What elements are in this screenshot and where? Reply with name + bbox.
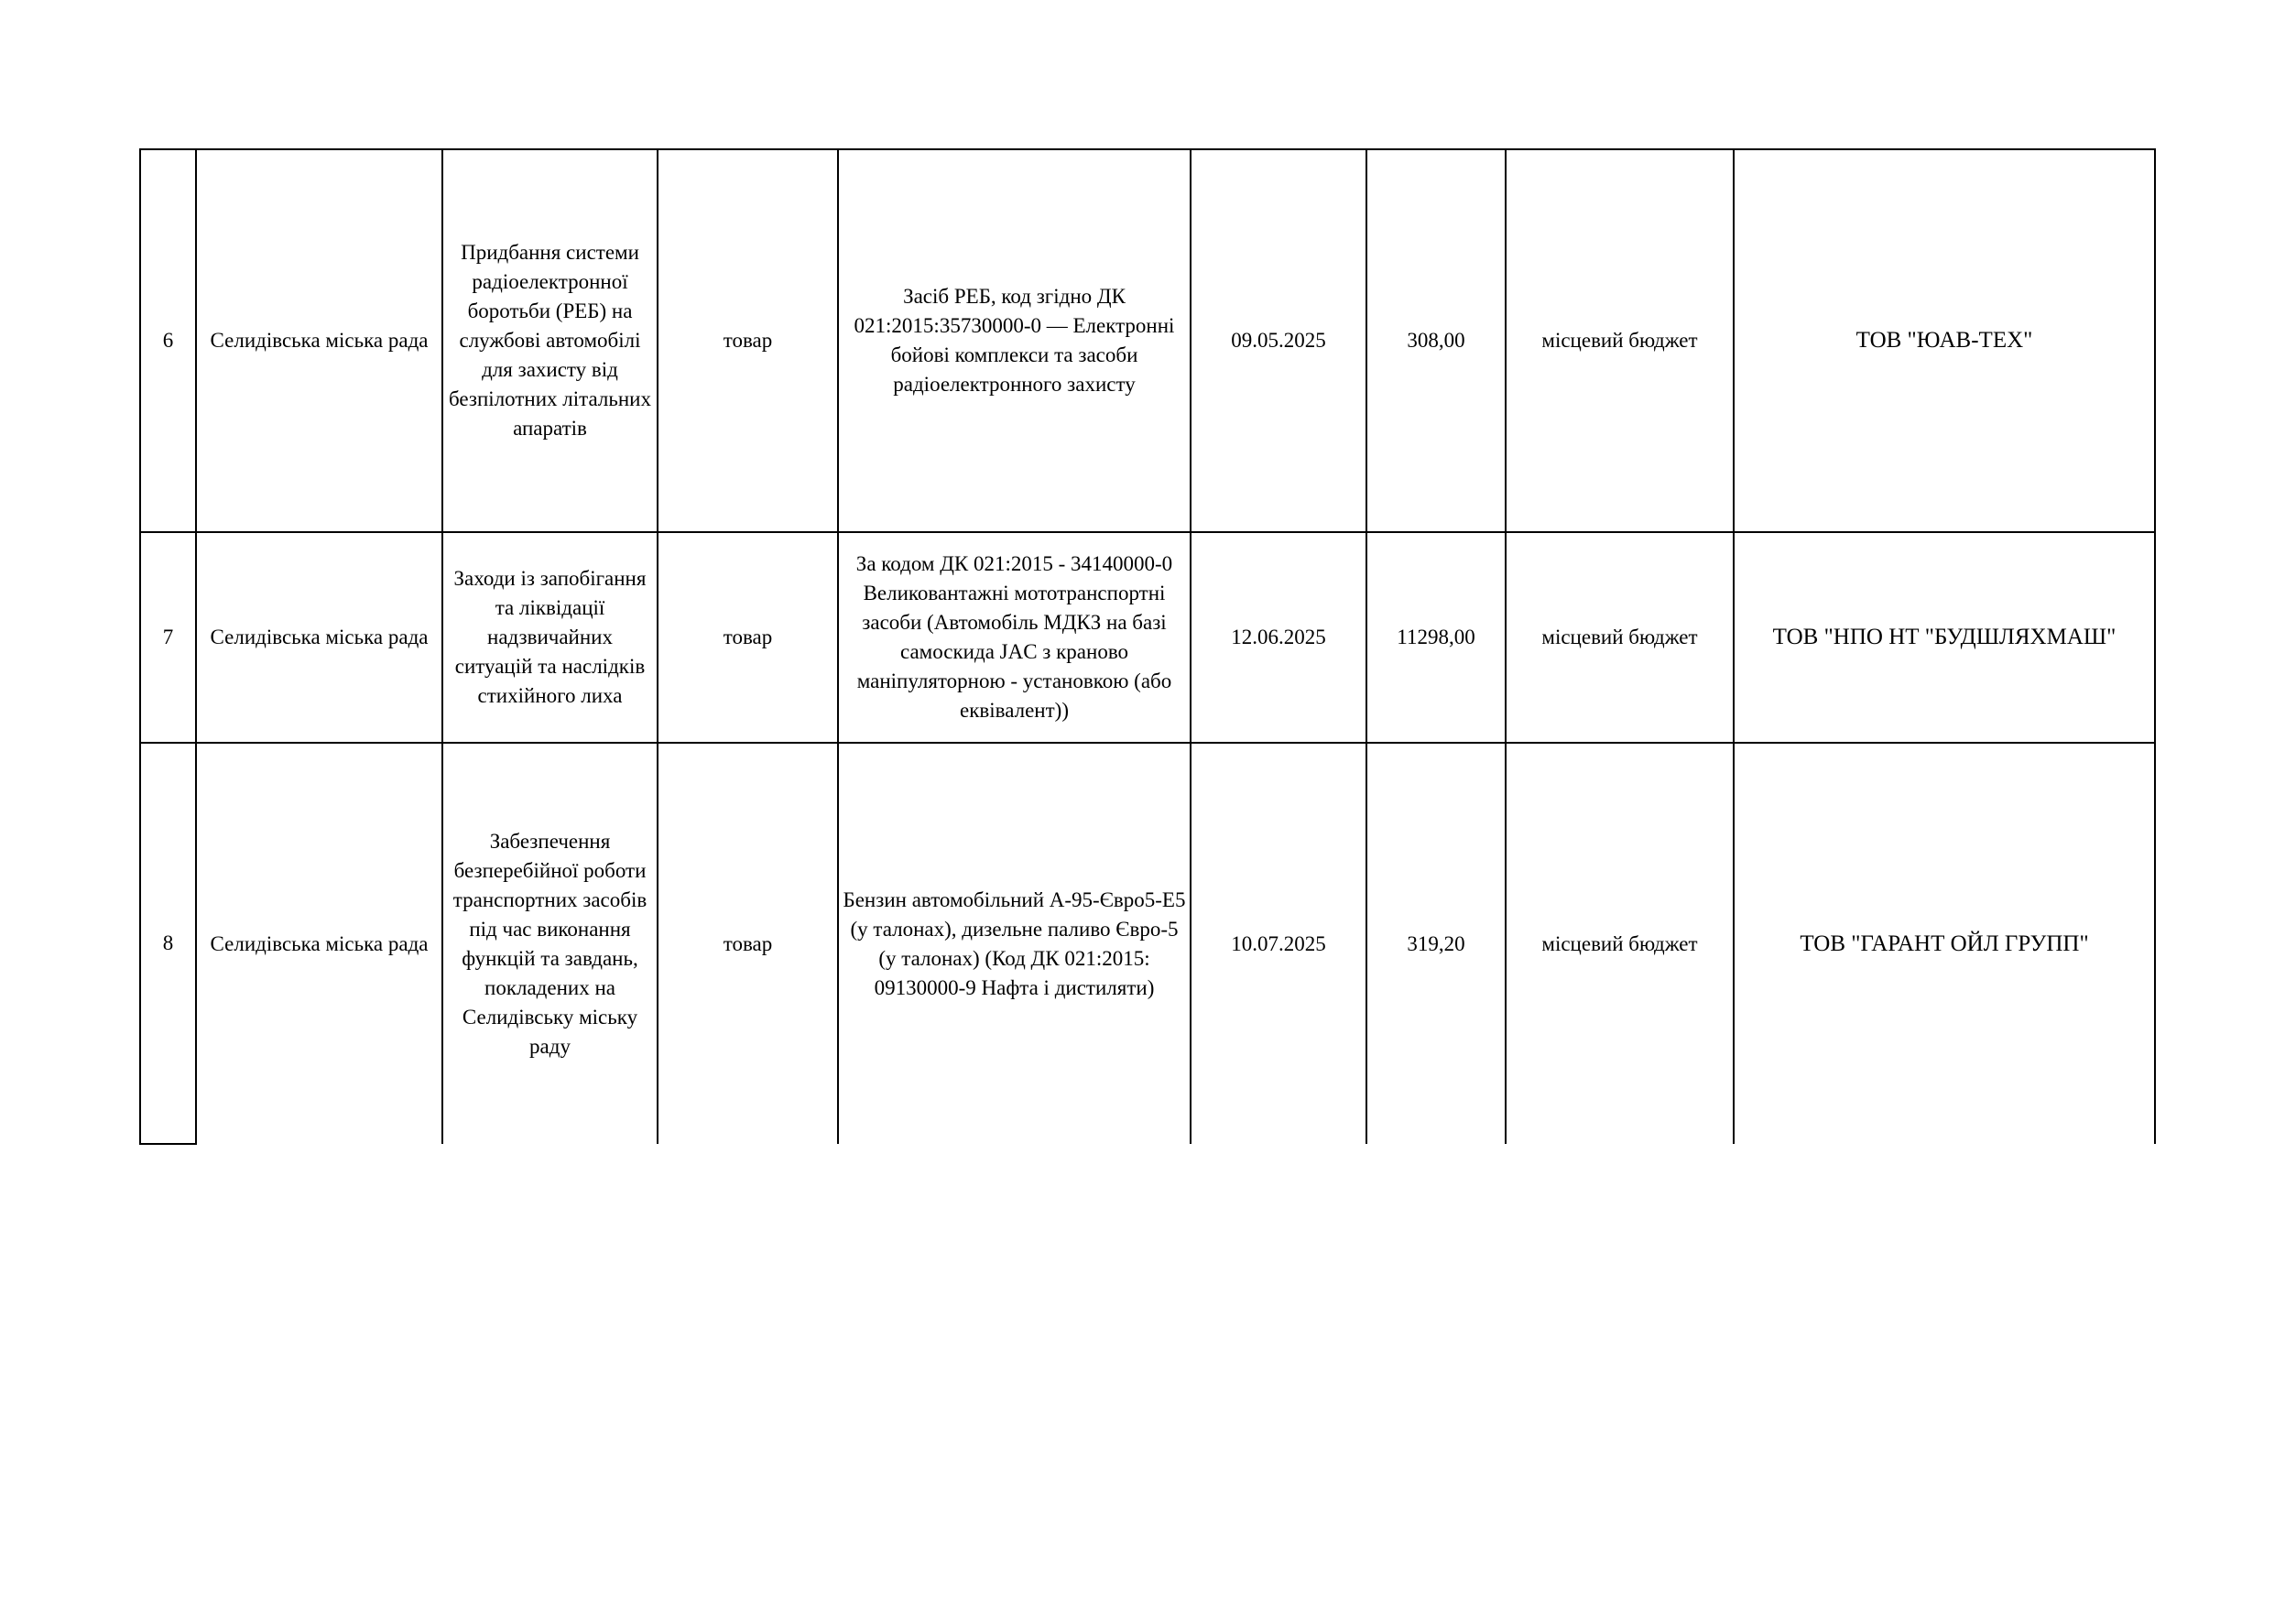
subject-cell: Засіб РЕБ, код згідно ДК 021:2015:35730000-0 — Електронні бойові комплекси та засоби радіоелектронного захисту [838,149,1191,532]
customer-cell: Селидівська міська рада [196,532,442,743]
procurement-table [139,148,2156,1145]
table-row [140,743,2155,1144]
purpose-cell: Придбання системи радіоелектронної боротьби (РЕБ) на службові автомобілі для захисту від безпілотних літальних апаратів [442,149,658,532]
subject-cell: Бензин автомобільний А-95-Євро5-Е5 (у талонах), дизельне паливо Євро-5 (у талонах) (Код ДК 021:2015: 09130000-9 Нафта і дистиляти) [838,743,1191,1144]
type-cell: товар [658,743,838,1144]
table-row [140,532,2155,743]
amount-cell: 11298,00 [1366,532,1506,743]
subject-cell: За кодом ДК 021:2015 - 34140000-0 Великовантажні мототранспортні засоби (Автомобіль МДКЗ на базі самоскида JAC з краново маніпуляторною - установкою (або еквівалент)) [838,532,1191,743]
funding-source-cell: місцевий бюджет [1506,743,1734,1144]
customer-cell: Селидівська міська рада [196,743,442,1144]
row-number-cell: 7 [140,532,196,743]
amount-cell: 308,00 [1366,149,1506,532]
supplier-cell: ТОВ "НПО НТ "БУДШЛЯХМАШ" [1734,532,2155,743]
supplier-cell: ТОВ "ЮАВ-ТЕХ" [1734,149,2155,532]
row-number-cell: 8 [140,743,196,1144]
amount-cell: 319,20 [1366,743,1506,1144]
type-cell: товар [658,149,838,532]
purpose-cell: Забезпечення безперебійної роботи транспортних засобів під час виконання функцій та завдань, покладених на Селидівську міську раду [442,743,658,1144]
type-cell: товар [658,532,838,743]
funding-source-cell: місцевий бюджет [1506,149,1734,532]
row-number-cell: 6 [140,149,196,532]
supplier-cell: ТОВ "ГАРАНТ ОЙЛ ГРУПП" [1734,743,2155,1144]
date-cell: 10.07.2025 [1191,743,1366,1144]
customer-cell: Селидівська міська рада [196,149,442,532]
procurement-table-sheet [139,148,2156,1145]
date-cell: 09.05.2025 [1191,149,1366,532]
funding-source-cell: місцевий бюджет [1506,532,1734,743]
table-row [140,149,2155,532]
purpose-cell: Заходи із запобігання та ліквідації надзвичайних ситуацій та наслідків стихійного лиха [442,532,658,743]
date-cell: 12.06.2025 [1191,532,1366,743]
